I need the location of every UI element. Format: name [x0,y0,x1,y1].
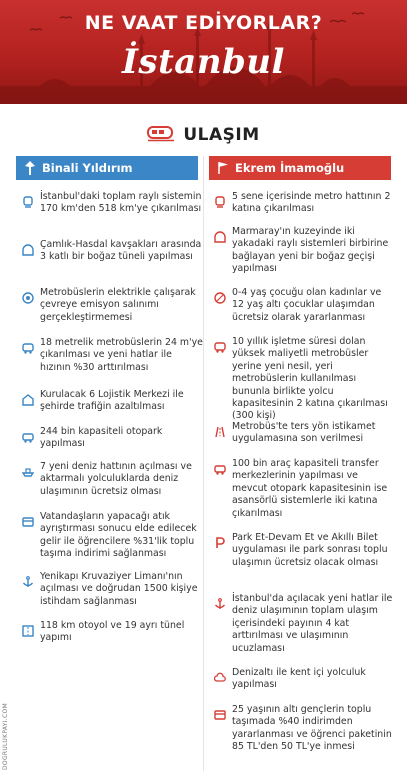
bus-icon [22,339,34,351]
left-column [16,156,198,180]
left-item: Kurulacak 6 Lojistik Merkezi ile şehirde trafiğin azaltılması [22,389,204,414]
section-title: ULAŞIM [183,125,260,145]
right-item: 5 sene içerisinde metro hattının 2 katına çıkarılması [214,191,394,216]
card-icon [214,706,226,718]
right-candidate-header [209,156,391,180]
torch-icon [24,161,36,175]
tunnel-icon [22,241,34,253]
flag-icon [217,161,229,175]
parking-icon [214,460,226,472]
left-item: Metrobüslerin elektrikle çalışarak çevreye emisyon salınımı gerçekleştirmemesi [22,287,204,324]
right-item: Metrobüs'te ters yön istikamet uygulamasına son verilmesi [214,421,394,446]
right-item: Park Et-Devam Et ve Akıllı Bilet uygulaması ile park sonrası toplu ulaşımın ücretsiz olacak olması [214,532,394,569]
right-item: Marmaray'ın kuzeyinde iki yakadaki raylı sistemleri birbirine bağlayan yeni bir boğaz geçişi yapılması [214,226,394,276]
right-item: İstanbul'da açılacak yeni hatlar ile deniz ulaşımının toplam ulaşım içerisindeki payının 4 kat arttırılması ve ulaşımının ucuzlaması [214,593,394,655]
rail-icon [214,193,226,205]
metrobus-icon [22,289,34,301]
discount-icon [214,289,226,301]
card-icon [22,513,34,525]
left-item: 244 bin kapasiteli otopark yapılması [22,426,204,451]
warehouse-icon [22,391,34,403]
tunnel-icon [214,228,226,240]
right-candidate-name: Ekrem İmamoğlu [235,161,345,175]
right-column [209,156,391,180]
header-banner [0,0,407,104]
right-item: Denizaltı ile kent içi yolculuk yapılması [214,667,394,692]
right-item: 0-4 yaş çocuğu olan kadınlar ve 12 yaş altı çocuklar ulaşımdan ücretsiz olarak yararlanması [214,287,394,324]
left-item: İstanbul'daki toplam raylı sistemin 170 km'den 518 km'ye çıkarılması [22,191,204,216]
left-item: Çamlık-Hasdal kavşakları arasında 3 katlı bir boğaz tüneli yapılması [22,239,204,264]
left-item: 7 yeni deniz hattının açılması ve aktarmalı yolculuklarda deniz ulaşımının ücretsiz olması [22,461,204,498]
anchor-icon [22,573,34,585]
parking-icon [22,428,34,440]
banner-title: NE VAAT EDİYORLAR? [84,12,323,34]
p-icon [214,534,226,546]
road-icon [214,423,226,435]
left-item: Vatandaşların yapacağı atık ayrıştırması sonucu elde edilecek gelir ile öğrencilere %31'lik toplu taşıma indirimi sağlanması [22,511,204,561]
left-item: 118 km otoyol ve 19 ayrı tünel yapımı [22,620,204,645]
left-candidate-name: Binali Yıldırım [42,161,133,175]
rail-icon [22,193,34,205]
source-watermark: DOGRULUKPAYI.COM [2,702,9,770]
left-item: Yenikapı Kruvaziyer Limanı'nın açılması ve doğrudan 1500 kişiye istihdam sağlanması [22,571,204,608]
train-icon [147,124,175,146]
right-item: 100 bin araç kapasiteli transfer merkezlerinin yapılması ve mevcut otopark kapasitesinin ise asansörlü sistemlerle iki katına çıkarılması [214,458,394,520]
anchor-icon [214,595,226,607]
banner-city: İstanbul [122,42,285,82]
left-candidate-header [16,156,198,180]
ferry-icon [22,463,34,475]
section-heading [0,122,407,148]
cloud-icon [214,669,226,681]
left-item: 18 metrelik metrobüslerin 24 m'ye çıkarılması ve yeni hatlar ile hızının %30 arttırılması [22,337,204,374]
right-item: 25 yaşının altı gençlerin toplu taşımada %40 indirimden yararlanması ve öğrenci paketinin 85 TL'den 50 TL'ye inmesi [214,704,394,754]
right-item: 10 yıllık işletme süresi dolan yüksek maliyetli metrobüsler yerine yeni nesil, yeri metrobüslerin kullanılması bununla birlikte yolcu kapasitesinin 2 katına çıkarılması (300 kişi) [214,336,394,423]
bus-icon [214,338,226,350]
road-icon [22,622,34,634]
